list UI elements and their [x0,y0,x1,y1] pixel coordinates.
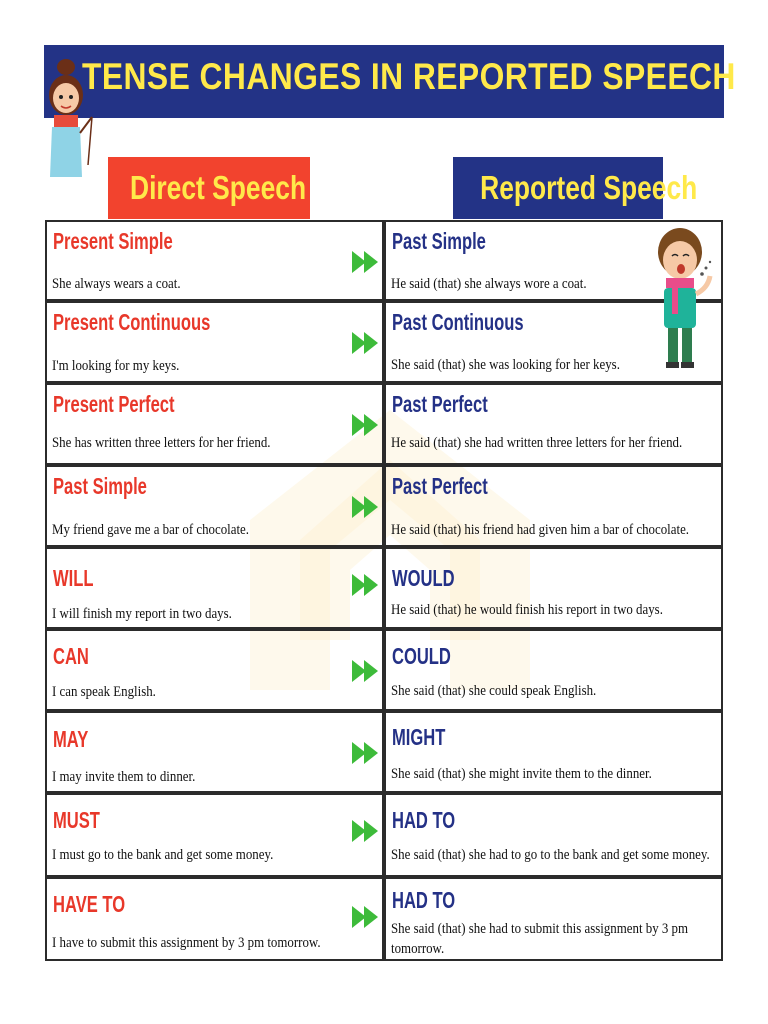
reported-cell [384,877,723,961]
arrow-right-icon [350,817,384,845]
reported-sentence: She said (that) she might invite them to the dinner. [391,766,652,782]
table-row [45,711,723,793]
reported-speech-header: Reported Speech [453,157,663,219]
reported-cell [384,383,723,465]
reported-sentence: He said (that) he would finish his report in two days. [391,602,663,618]
direct-cell [45,711,384,793]
table-row [45,465,723,547]
direct-tense-label: MAY [53,726,89,752]
direct-sentence: I may invite them to dinner. [52,769,196,785]
teacher-girl-icon [46,55,102,180]
arrow-right-icon [350,903,384,931]
arrow-right-icon [350,493,384,521]
direct-cell [45,877,384,961]
reported-tense-label: MIGHT [392,724,446,750]
arrow-right-icon [350,739,384,767]
direct-cell [45,383,384,465]
reported-cell [384,793,723,877]
table-row [45,793,723,877]
reported-tense-label: Past Continuous [392,309,524,335]
reported-sentence: He said (that) she had written three letters for her friend. [391,435,683,451]
direct-tense-label: Present Perfect [53,391,175,417]
reported-sentence: She said (that) she could speak English. [391,683,597,699]
direct-cell [45,547,384,629]
reported-tense-label: HAD TO [392,887,456,913]
page-title: TENSE CHANGES IN REPORTED SPEECH [82,56,736,97]
direct-tense-label: HAVE TO [53,891,126,917]
reported-cell [384,465,723,547]
direct-sentence: I will finish my report in two days. [52,606,232,622]
table-row [45,547,723,629]
direct-sentence: She has written three letters for her friend. [52,435,271,451]
reported-sentence: He said (that) she always wore a coat. [391,276,587,292]
reported-cell [384,711,723,793]
direct-tense-label: MUST [53,807,100,833]
arrow-right-icon [350,248,384,276]
direct-cell [45,629,384,711]
reported-tense-label: Past Perfect [392,473,488,499]
reported-tense-label: COULD [392,643,451,669]
reported-cell [384,547,723,629]
direct-tense-label: Past Simple [53,473,147,499]
direct-tense-label: Present Continuous [53,309,211,335]
arrow-right-icon [350,411,384,439]
reported-sentence: She said (that) she had to submit this assignment by 3 pm tomorrow. [391,921,689,957]
direct-cell [45,220,384,301]
reported-tense-label: HAD TO [392,807,456,833]
direct-sentence: My friend gave me a bar of chocolate. [52,522,250,538]
table-row [45,301,723,383]
table-row [45,220,723,301]
arrow-right-icon [350,657,384,685]
reported-cell [384,629,723,711]
arrow-right-icon [350,571,384,599]
direct-cell [45,793,384,877]
reported-sentence: She said (that) she was looking for her keys. [391,357,620,373]
table-row [45,877,723,961]
reported-sentence: He said (that) his friend had given him a bar of chocolate. [391,522,690,538]
direct-cell [45,465,384,547]
direct-sentence: I must go to the bank and get some money. [52,847,274,863]
direct-sentence: I can speak English. [52,684,156,700]
direct-cell [45,301,384,383]
direct-tense-label: CAN [53,643,89,669]
reported-tense-label: WOULD [392,565,455,591]
direct-tense-label: WILL [53,565,94,591]
direct-sentence: She always wears a coat. [52,276,181,292]
reported-sentence: She said (that) she had to go to the bank and get some money. [391,847,710,863]
table-row [45,383,723,465]
direct-tense-label: Present Simple [53,228,173,254]
table-row [45,629,723,711]
arrow-right-icon [350,329,384,357]
direct-speech-header: Direct Speech [108,157,310,219]
direct-sentence: I'm looking for my keys. [52,358,180,374]
reported-tense-label: Past Perfect [392,391,488,417]
reported-tense-label: Past Simple [392,228,486,254]
speaking-boy-icon [650,222,720,372]
direct-sentence: I have to submit this assignment by 3 pm tomorrow. [52,935,321,951]
